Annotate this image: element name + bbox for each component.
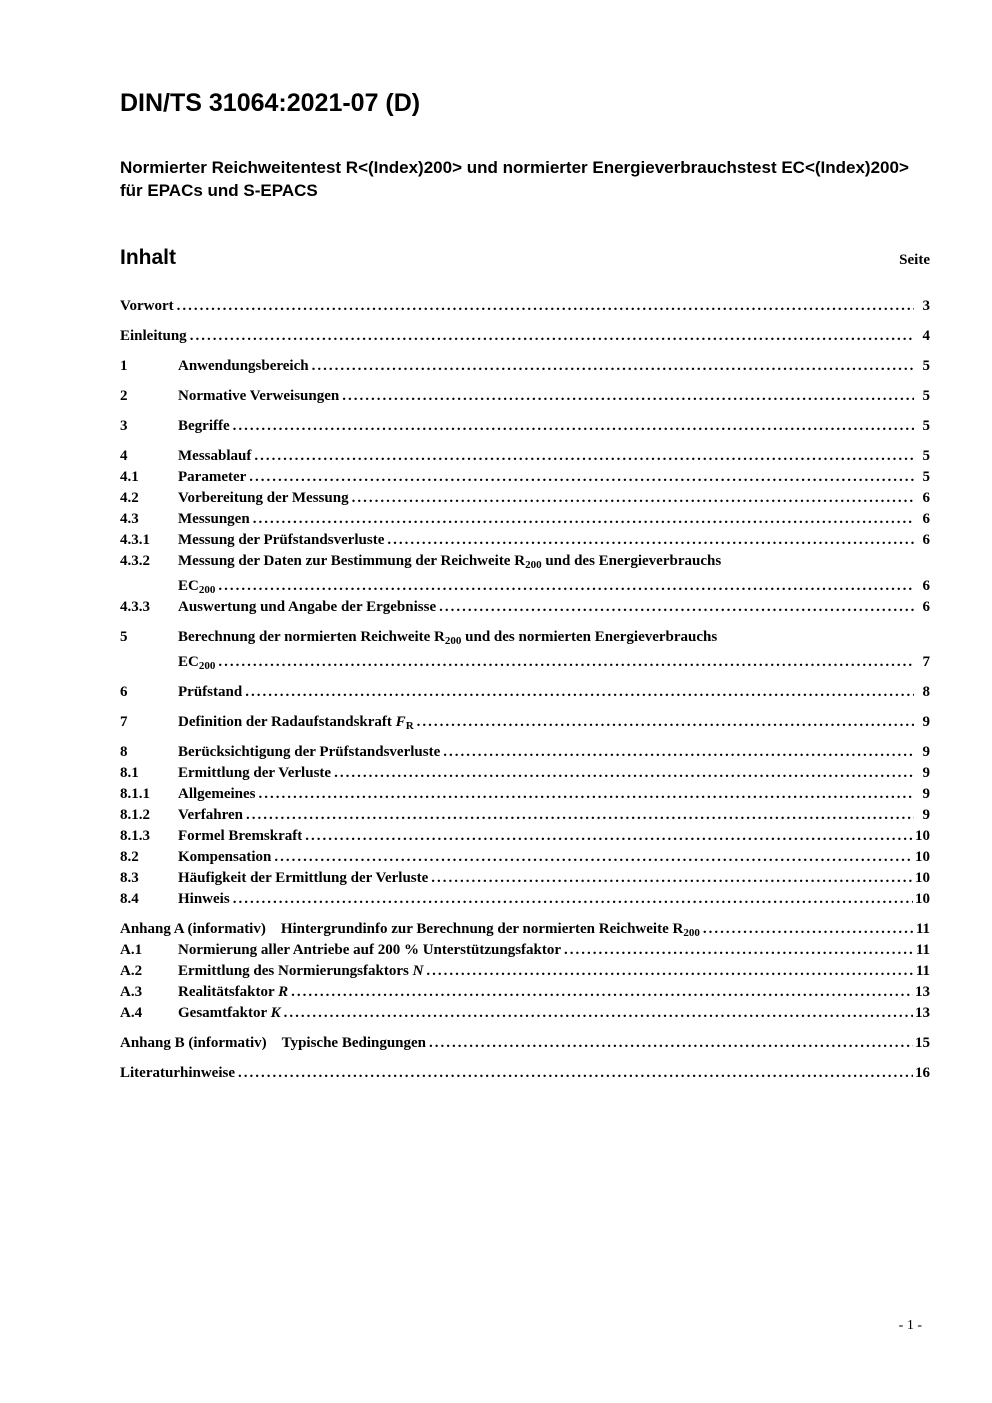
- dot-leader: [218, 652, 914, 673]
- toc-entry-line: [178, 682, 930, 703]
- toc-entry-line: [178, 868, 930, 889]
- toc-entry-label: Messablauf: [178, 448, 252, 464]
- toc-entry-page-number: 9: [922, 744, 930, 760]
- toc-entry-body: [178, 805, 930, 826]
- dot-leader: [218, 576, 914, 597]
- toc-entry-label: Normierung aller Antriebe auf 200 % Unterstützungsfaktor: [178, 942, 562, 958]
- toc-entry-label: Begriffe: [178, 418, 230, 434]
- toc-entry-body: [178, 961, 930, 982]
- toc-entry: [120, 712, 930, 733]
- toc-entry: [120, 467, 930, 488]
- toc-entry-label: Anhang B (informativ) Typische Bedingungen: [120, 1035, 427, 1051]
- toc-entry-body: [178, 627, 930, 673]
- dot-leader: [443, 742, 914, 763]
- toc-entry-number: 8.1.1: [120, 786, 150, 802]
- toc-entry-line: [178, 386, 930, 407]
- toc-entry-body: [178, 763, 930, 784]
- toc-entry-line: [120, 919, 930, 940]
- toc-entry: [120, 530, 930, 551]
- toc-entry-page-number: 11: [915, 921, 930, 937]
- toc-entry-body: [178, 386, 930, 407]
- toc-entry-page-number: 4: [922, 328, 930, 344]
- toc-entry-number: 8: [120, 744, 128, 760]
- toc-entry: [120, 784, 930, 805]
- toc-entry-line: [178, 826, 930, 847]
- toc-entry: [120, 627, 930, 673]
- toc-entry: [120, 1063, 930, 1084]
- toc-entry-body: [120, 919, 930, 940]
- dot-leader: [177, 296, 914, 317]
- toc-entry-number: 4.3.3: [120, 599, 150, 615]
- dot-leader: [417, 712, 914, 733]
- toc-entry-line: [178, 940, 930, 961]
- toc-entry-line: [178, 416, 930, 437]
- toc-entry: [120, 326, 930, 347]
- toc-entry-line: [178, 488, 930, 509]
- dot-leader: [249, 467, 914, 488]
- toc-entry-page-number: 10: [915, 891, 930, 907]
- toc-entry-page-number: 6: [922, 490, 930, 506]
- dot-leader: [387, 530, 914, 551]
- toc-entry-line: [178, 551, 930, 572]
- dot-leader: [284, 1003, 913, 1024]
- dot-leader: [564, 940, 914, 961]
- dot-leader: [703, 919, 914, 940]
- toc-entry-line: [178, 446, 930, 467]
- toc-entry-page-number: 11: [915, 963, 930, 979]
- toc-heading: Inhalt: [120, 246, 176, 269]
- dot-leader: [233, 889, 913, 910]
- toc-entry-label: Realitätsfaktor R: [178, 984, 289, 1000]
- toc-entry-line: [178, 889, 930, 910]
- dot-leader: [258, 784, 914, 805]
- toc-entry-body: [178, 467, 930, 488]
- toc-entry: [120, 386, 930, 407]
- toc-entry-page-number: 5: [922, 358, 930, 374]
- dot-leader: [245, 682, 914, 703]
- toc-entry: [120, 446, 930, 467]
- toc-entry: [120, 940, 930, 961]
- toc-entry-number: A.1: [120, 942, 143, 958]
- dot-leader: [291, 982, 913, 1003]
- toc-entry-body: [178, 530, 930, 551]
- toc-entry-number: 8.3: [120, 870, 139, 886]
- toc-entry-number: 8.1.2: [120, 807, 150, 823]
- toc-entry-number: 6: [120, 684, 128, 700]
- toc-entry: [120, 982, 930, 1003]
- toc-entry-label: $EC_{200}$: [178, 578, 216, 596]
- toc-entry-page-number: 6: [922, 511, 930, 527]
- toc-entry-line: [178, 805, 930, 826]
- toc-entry-label: Verfahren: [178, 807, 243, 823]
- toc-entry-page-number: 9: [922, 807, 930, 823]
- toc-entry-body: [120, 1063, 930, 1084]
- toc-entry-page-number: 5: [922, 388, 930, 404]
- dot-leader: [312, 356, 914, 377]
- toc-entry-number: 5: [120, 629, 128, 645]
- toc-entry: [120, 742, 930, 763]
- page-number-footer: - 1 -: [898, 1318, 922, 1333]
- toc-list: [120, 296, 930, 1084]
- doc-title: Normierter Reichweitentest R<(Index)200> und normierter Energieverbrauchstest EC<(Index)200> für EPACs und S-EPACS: [120, 158, 909, 200]
- toc-entry: [120, 356, 930, 377]
- toc-entry: [120, 1033, 930, 1054]
- toc-entry-line: [120, 1063, 930, 1084]
- doc-id: DIN/TS 31064:2021-07 (D): [120, 89, 421, 117]
- toc-entry-number: 8.1: [120, 765, 139, 781]
- dot-leader: [334, 763, 914, 784]
- toc-entry-line: [120, 296, 930, 317]
- toc-entry-label: Ermittlung des Normierungsfaktors N: [178, 963, 424, 979]
- toc-entry-body: [178, 1003, 930, 1024]
- toc-entry-body: [178, 509, 930, 530]
- toc-entry-number: 8.4: [120, 891, 139, 907]
- toc-entry: [120, 488, 930, 509]
- toc-entry-body: [178, 982, 930, 1003]
- toc-entry-line: [178, 597, 930, 618]
- toc-entry-line: [178, 652, 930, 673]
- toc-entry-number: 2: [120, 388, 128, 404]
- toc-entry-page-number: 16: [915, 1065, 930, 1081]
- toc-entry-page-number: 10: [915, 870, 930, 886]
- toc-entry-number: 8.2: [120, 849, 139, 865]
- toc-entry: [120, 551, 930, 597]
- dot-leader: [246, 805, 914, 826]
- toc-entry-label: Allgemeines: [178, 786, 256, 802]
- toc-entry-line: [178, 712, 930, 733]
- toc-entry-label: Messungen: [178, 511, 250, 527]
- toc-entry-page-number: 7: [922, 654, 930, 670]
- toc-entry-page-number: 13: [915, 1005, 930, 1021]
- dot-leader: [274, 847, 913, 868]
- toc-entry-label: Messung der Prüfstandsverluste: [178, 532, 385, 548]
- toc-entry-number: A.3: [120, 984, 143, 1000]
- toc-entry-number: 4.3: [120, 511, 139, 527]
- toc-entry-number: 4.3.1: [120, 532, 150, 548]
- dot-leader: [426, 961, 913, 982]
- toc-entry-number: 4.3.2: [120, 553, 150, 569]
- toc-entry-label: Vorbereitung der Messung: [178, 490, 349, 506]
- toc-entry-line: [178, 356, 930, 377]
- toc-entry-body: [178, 488, 930, 509]
- dot-leader: [342, 386, 914, 407]
- toc-entry-body: [178, 356, 930, 377]
- toc-header-row: [120, 246, 930, 270]
- toc-entry-page-number: 9: [922, 786, 930, 802]
- toc-entry-page-number: 10: [915, 849, 930, 865]
- dot-leader: [233, 416, 914, 437]
- toc-entry-page-number: 3: [922, 298, 930, 314]
- toc-entry-label: Berechnung der normierten Reichweite $R_{200}$ und des normierten Energieverbrauchs: [178, 629, 718, 647]
- toc-entry-page-number: 8: [922, 684, 930, 700]
- toc-entry-body: [120, 296, 930, 317]
- toc-entry-page-number: 5: [922, 469, 930, 485]
- toc-entry-label: Anhang A (informativ) Hintergrundinfo zur Berechnung der normierten Reichweite $R_{200}$: [120, 921, 700, 939]
- toc-entry-body: [178, 940, 930, 961]
- toc-entry-line: [178, 784, 930, 805]
- toc-entry-body: [178, 826, 930, 847]
- toc-entry-number: 4.1: [120, 469, 139, 485]
- toc-entry-label: Definition der Radaufstandskraft $F_R$: [178, 714, 414, 732]
- dot-leader: [429, 1033, 913, 1054]
- toc-entry-line: [178, 763, 930, 784]
- toc-entry-line: [178, 530, 930, 551]
- toc-entry-page-number: 9: [922, 765, 930, 781]
- toc-entry: [120, 826, 930, 847]
- toc-entry-label: $EC_{200}$: [178, 654, 216, 672]
- toc-entry-page-number: 6: [922, 599, 930, 615]
- toc-entry-label: Messung der Daten zur Bestimmung der Reichweite $R_{200}$ und des Energieverbrauchs: [178, 553, 722, 571]
- toc-entry-label: Vorwort: [120, 298, 174, 314]
- toc-entry-line: [178, 961, 930, 982]
- toc-entry: [120, 847, 930, 868]
- toc-entry-body: [178, 847, 930, 868]
- dot-leader: [190, 326, 914, 347]
- toc-entry-label: Gesamtfaktor K: [178, 1005, 281, 1021]
- toc-entry-body: [120, 326, 930, 347]
- toc-entry-number: A.4: [120, 1005, 143, 1021]
- toc-entry-number: 1: [120, 358, 128, 374]
- toc-entry: [120, 919, 930, 940]
- toc-entry-label: Einleitung: [120, 328, 187, 344]
- toc-entry-label: Ermittlung der Verluste: [178, 765, 332, 781]
- toc-entry-body: [178, 416, 930, 437]
- toc-entry: [120, 296, 930, 317]
- toc-entry-body: [178, 712, 930, 733]
- toc-page-column-label: Seite: [899, 252, 930, 268]
- dot-leader: [238, 1063, 913, 1084]
- toc-entry-body: [178, 889, 930, 910]
- toc-entry-line: [120, 1033, 930, 1054]
- toc-entry-label: Hinweis: [178, 891, 230, 907]
- toc-entry-page-number: 6: [922, 532, 930, 548]
- toc-entry-line: [178, 509, 930, 530]
- dot-leader: [431, 868, 913, 889]
- toc-entry-line: [178, 576, 930, 597]
- toc-entry-body: [178, 597, 930, 618]
- toc-entry-label: Auswertung und Angabe der Ergebnisse: [178, 599, 437, 615]
- toc-entry: [120, 805, 930, 826]
- toc-entry: [120, 416, 930, 437]
- toc-entry-label: Normative Verweisungen: [178, 388, 340, 404]
- toc-entry-page-number: 11: [915, 942, 930, 958]
- toc-entry-label: Prüfstand: [178, 684, 243, 700]
- toc-entry-label: Anwendungsbereich: [178, 358, 309, 374]
- toc-entry-page-number: 15: [915, 1035, 930, 1051]
- toc-entry-line: [120, 326, 930, 347]
- toc-entry-number: 3: [120, 418, 128, 434]
- toc-entry-number: 7: [120, 714, 128, 730]
- toc-entry-label: Formel Bremskraft: [178, 828, 303, 844]
- toc-entry: [120, 763, 930, 784]
- toc-entry: [120, 868, 930, 889]
- toc-entry-page-number: 13: [915, 984, 930, 1000]
- toc-entry-body: [178, 551, 930, 597]
- toc-entry: [120, 889, 930, 910]
- toc-entry-number: 4.2: [120, 490, 139, 506]
- page-content: [120, 0, 930, 1084]
- toc-entry-line: [178, 982, 930, 1003]
- toc-entry-page-number: 5: [922, 448, 930, 464]
- toc-entry-line: [178, 627, 930, 648]
- toc-entry-label: Häufigkeit der Ermittlung der Verluste: [178, 870, 429, 886]
- toc-entry: [120, 961, 930, 982]
- dot-leader: [439, 597, 914, 618]
- dot-leader: [305, 826, 913, 847]
- toc-entry-label: Parameter: [178, 469, 247, 485]
- dot-leader: [352, 488, 914, 509]
- toc-entry-line: [178, 742, 930, 763]
- toc-entry-body: [178, 742, 930, 763]
- toc-entry: [120, 509, 930, 530]
- toc-entry-body: [178, 784, 930, 805]
- toc-entry-page-number: 6: [922, 578, 930, 594]
- toc-entry-label: Kompensation: [178, 849, 272, 865]
- toc-entry-line: [178, 1003, 930, 1024]
- dot-leader: [254, 446, 914, 467]
- toc-entry-body: [178, 682, 930, 703]
- toc-entry-page-number: 10: [915, 828, 930, 844]
- dot-leader: [253, 509, 914, 530]
- toc-entry: [120, 682, 930, 703]
- toc-entry-line: [178, 847, 930, 868]
- toc-entry: [120, 1003, 930, 1024]
- toc-entry-number: A.2: [120, 963, 143, 979]
- toc-entry-body: [178, 868, 930, 889]
- toc-entry-page-number: 5: [922, 418, 930, 434]
- toc-entry-label: Berücksichtigung der Prüfstandsverluste: [178, 744, 441, 760]
- toc-entry: [120, 597, 930, 618]
- toc-entry-line: [178, 467, 930, 488]
- toc-entry-body: [178, 446, 930, 467]
- toc-entry-label: Literaturhinweise: [120, 1065, 235, 1081]
- toc-entry-body: [120, 1033, 930, 1054]
- toc-entry-number: 4: [120, 448, 128, 464]
- toc-entry-page-number: 9: [922, 714, 930, 730]
- toc-entry-number: 8.1.3: [120, 828, 150, 844]
